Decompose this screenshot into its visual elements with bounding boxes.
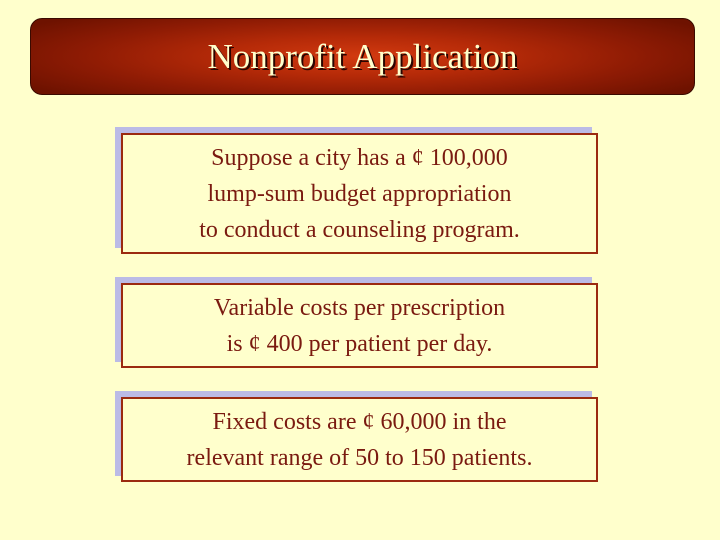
- box-text: [214, 290, 505, 362]
- box-text: [187, 404, 533, 476]
- text-line: Suppose a city has a ¢ 100,000: [211, 144, 508, 171]
- text-line: relevant range of 50 to 150 patients.: [186, 444, 533, 471]
- title-banner: [30, 18, 695, 95]
- text-line: lump-sum budget appropriation: [207, 180, 512, 207]
- fixed-costs-box: [121, 397, 598, 482]
- text-line: is ¢ 400 per patient per day.: [226, 330, 493, 357]
- text-line: to conduct a counseling program.: [199, 216, 520, 243]
- text-line: Variable costs per prescription: [213, 294, 506, 321]
- budget-appropriation-box: [121, 133, 598, 254]
- slide-title: Nonprofit Application: [207, 36, 518, 76]
- text-line: Fixed costs are ¢ 60,000 in the: [212, 408, 507, 435]
- variable-costs-box: [121, 283, 598, 368]
- box-text: [199, 140, 520, 248]
